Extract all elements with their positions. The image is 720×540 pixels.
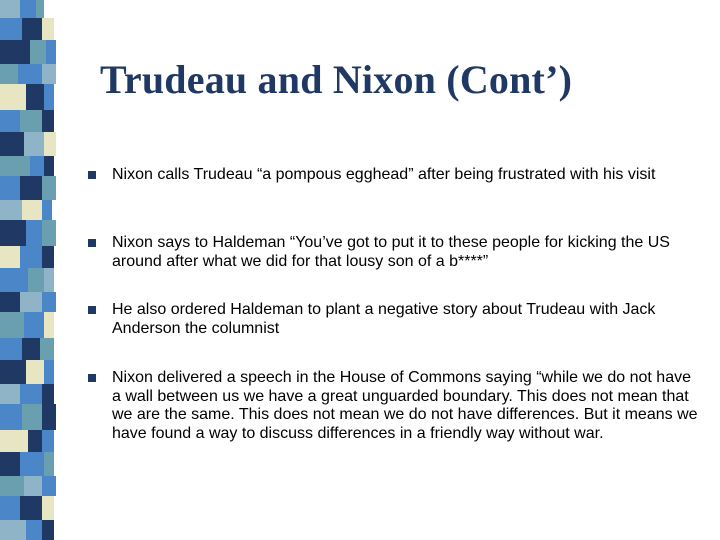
- stripe-segment: [20, 246, 42, 268]
- square-bullet-icon: [88, 171, 96, 179]
- bullet-item: [84, 234, 704, 278]
- stripe-segment: [0, 0, 20, 18]
- stripe-segment: [44, 132, 56, 156]
- bullet-text: Nixon delivered a speech in the House of Commons saying “while we do not have a wall between us we have a great unguarded boundary. This does not mean that we are the same. This does not mean we do not have differences. But it means we have found a way to discuss differences in a friendly way without war.: [112, 369, 698, 442]
- stripe-segment: [0, 40, 30, 64]
- stripe-segment: [42, 200, 52, 220]
- bullet-item: [84, 301, 704, 345]
- stripe-segment: [42, 496, 54, 520]
- stripe-segment: [0, 110, 20, 132]
- stripe-segment: [0, 268, 28, 292]
- stripe-segment: [0, 430, 28, 452]
- stripe-segment: [0, 384, 20, 404]
- stripe-segment: [42, 18, 54, 40]
- stripe-segment: [26, 220, 42, 246]
- stripe-segment: [28, 430, 42, 452]
- stripe-segment: [0, 520, 26, 540]
- stripe-segment: [26, 84, 44, 110]
- stripe-segment: [22, 404, 42, 430]
- stripe-segment: [42, 246, 54, 268]
- square-bullet-icon: [88, 374, 96, 382]
- stripe-segment: [0, 84, 26, 110]
- stripe-segment: [44, 84, 54, 110]
- stripe-segment: [0, 312, 24, 338]
- stripe-segment: [24, 132, 44, 156]
- stripe-segment: [0, 476, 24, 496]
- slide-title: Trudeau and Nixon (Cont’): [100, 57, 573, 102]
- bullet-text: Nixon says to Haldeman “You’ve got to put it to these people for kicking the US around after what we did for that lousy son of a b****”: [112, 234, 670, 270]
- stripe-segment: [0, 360, 26, 384]
- bullet-text: He also ordered Haldeman to plant a negative story about Trudeau with Jack Anderson the columnist: [112, 301, 656, 337]
- stripe-segment: [24, 476, 42, 496]
- stripe-segment: [44, 156, 54, 176]
- stripe-segment: [24, 312, 44, 338]
- square-bullet-icon: [88, 239, 96, 247]
- stripe-segment: [0, 220, 26, 246]
- stripe-segment: [40, 338, 54, 360]
- stripe-segment: [20, 496, 42, 520]
- stripe-segment: [20, 384, 42, 404]
- stripe-segment: [42, 384, 54, 404]
- stripe-segment: [42, 176, 56, 200]
- stripe-segment: [22, 200, 42, 220]
- stripe-segment: [0, 338, 22, 360]
- stripe-segment: [0, 292, 20, 312]
- square-bullet-icon: [88, 306, 96, 314]
- stripe-segment: [44, 360, 54, 384]
- stripe-segment: [28, 268, 44, 292]
- stripe-segment: [20, 110, 42, 132]
- stripe-segment: [42, 292, 56, 312]
- stripe-segment: [0, 64, 18, 84]
- bullet-item: [84, 369, 704, 443]
- stripe-segment: [44, 268, 54, 292]
- stripe-segment: [22, 18, 42, 40]
- stripe-segment: [26, 520, 42, 540]
- stripe-segment: [42, 220, 56, 246]
- stripe-segment: [30, 40, 46, 64]
- stripe-segment: [18, 64, 42, 84]
- stripe-segment: [44, 452, 54, 476]
- stripe-segment: [0, 132, 24, 156]
- stripe-segment: [30, 156, 44, 176]
- stripe-segment: [20, 452, 44, 476]
- stripe-segment: [42, 110, 54, 132]
- stripe-segment: [0, 496, 20, 520]
- stripe-segment: [42, 476, 56, 496]
- stripe-segment: [44, 312, 54, 338]
- stripe-segment: [20, 0, 36, 18]
- stripe-segment: [46, 40, 56, 64]
- stripe-segment: [0, 404, 22, 430]
- stripe-segment: [20, 176, 42, 200]
- decorative-stripe-bar: [0, 0, 67, 540]
- stripe-segment: [26, 360, 44, 384]
- bullet-item: [84, 166, 704, 210]
- stripe-segment: [20, 292, 42, 312]
- stripe-segment: [0, 246, 20, 268]
- stripe-segment: [0, 156, 30, 176]
- stripe-segment: [42, 430, 54, 452]
- stripe-segment: [0, 452, 20, 476]
- stripe-segment: [0, 200, 22, 220]
- stripe-segment: [42, 520, 54, 540]
- stripe-segment: [0, 18, 22, 40]
- stripe-segment: [42, 64, 56, 84]
- bullet-list: [84, 166, 704, 443]
- stripe-segment: [36, 0, 44, 18]
- stripe-segment: [22, 338, 40, 360]
- stripe-segment: [42, 404, 56, 430]
- bullet-text: Nixon calls Trudeau “a pompous egghead” after being frustrated with his visit: [112, 166, 656, 183]
- stripe-segment: [0, 176, 20, 200]
